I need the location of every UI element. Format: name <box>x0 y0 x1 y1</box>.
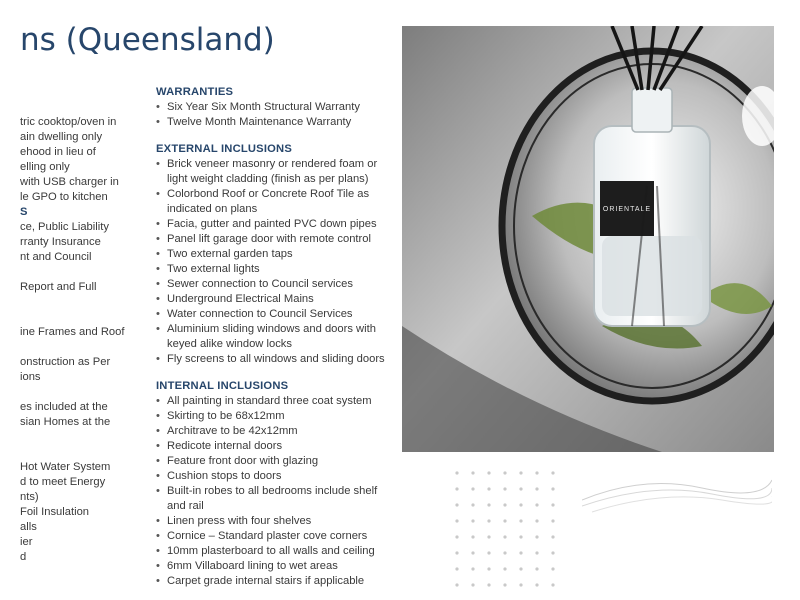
left-column-line: ier <box>20 536 33 548</box>
decorative-dot <box>455 567 458 570</box>
page-title: ns (Queensland) <box>20 22 275 58</box>
left-column-line: onstruction as Per <box>20 356 111 368</box>
decorative-dot <box>455 487 458 490</box>
decorative-dot <box>551 487 554 490</box>
diffuser-photo <box>402 26 774 452</box>
decorative-dot <box>471 503 474 506</box>
decorative-dot <box>503 519 506 522</box>
decorative-dot <box>455 535 458 538</box>
left-column-line: le GPO to kitchen <box>20 191 108 203</box>
left-column-line <box>20 295 150 310</box>
list-item: • Cornice – Standard plaster cove corners <box>156 529 392 544</box>
list-item: • Six Year Six Month Structural Warranty <box>156 100 392 115</box>
section-heading: WARRANTIES <box>156 86 234 98</box>
list-item: • Aluminium sliding windows and doors with keyed alike window locks <box>156 322 392 352</box>
left-column-line: S <box>20 206 28 218</box>
left-column-line: d to meet Energy <box>20 476 106 488</box>
decorative-dot <box>551 519 554 522</box>
list-item: • Brick veneer masonry or rendered foam or light weight cladding (finish as per plans) <box>156 157 392 187</box>
left-column-line: Hot Water System <box>20 461 111 473</box>
list-item: • Architrave to be 42x12mm <box>156 424 392 439</box>
decorative-dot <box>471 567 474 570</box>
decorative-dot <box>519 503 522 506</box>
left-column-line: ce, Public Liability <box>20 221 109 233</box>
list-item: • Water connection to Council Services <box>156 307 392 322</box>
left-column-line <box>20 340 150 355</box>
left-column-line: tric cooktop/oven in <box>20 116 117 128</box>
left-column-line <box>20 385 150 400</box>
left-column-line: sian Homes at the <box>20 416 111 428</box>
decorative-dot <box>519 551 522 554</box>
decorative-dot <box>535 567 538 570</box>
left-column-line: Foil Insulation <box>20 506 90 518</box>
section-heading: INTERNAL INCLUSIONS <box>156 380 289 392</box>
left-column-line: elling only <box>20 161 70 173</box>
decorative-dot <box>519 519 522 522</box>
bullet-list <box>156 394 392 589</box>
decorative-dot <box>471 583 474 586</box>
decorative-wave-lines <box>582 470 772 525</box>
decorative-dot <box>535 583 538 586</box>
list-item: • Panel lift garage door with remote control <box>156 232 392 247</box>
decorative-dot <box>551 535 554 538</box>
decorative-dot <box>551 551 554 554</box>
list-item: • Sewer connection to Council services <box>156 277 392 292</box>
decorative-dot <box>519 583 522 586</box>
section-heading: EXTERNAL INCLUSIONS <box>156 143 292 155</box>
list-item: • Linen press with four shelves <box>156 514 392 529</box>
decorative-dot <box>471 471 474 474</box>
decorative-dot <box>519 567 522 570</box>
decorative-dot <box>487 583 490 586</box>
left-column-line <box>20 265 150 280</box>
decorative-dot <box>535 471 538 474</box>
decorative-dot <box>503 567 506 570</box>
decorative-dot <box>487 503 490 506</box>
left-column-line: d <box>20 551 27 563</box>
list-item: • Redicote internal doors <box>156 439 392 454</box>
list-item: • Colorbond Roof or Concrete Roof Tile as indicated on plans <box>156 187 392 217</box>
list-item: • Skirting to be 68x12mm <box>156 409 392 424</box>
list-item: • All painting in standard three coat system <box>156 394 392 409</box>
decorative-dot <box>455 551 458 554</box>
bottle-label-text: ORIENTALE <box>602 206 652 213</box>
decorative-dot-grid <box>454 470 564 600</box>
decorative-dot <box>487 471 490 474</box>
decorative-dot <box>551 567 554 570</box>
left-column-line: ine Frames and Roof <box>20 326 125 338</box>
decorative-dot <box>503 535 506 538</box>
list-item: • Two external garden taps <box>156 247 392 262</box>
decorative-dot <box>487 551 490 554</box>
list-item: • 6mm Villaboard lining to wet areas <box>156 559 392 574</box>
decorative-dot <box>551 471 554 474</box>
left-column-line <box>20 430 150 445</box>
decorative-dot <box>535 551 538 554</box>
list-item: • Feature front door with glazing <box>156 454 392 469</box>
list-item: • 10mm plasterboard to all walls and ceiling <box>156 544 392 559</box>
left-column-line <box>20 310 150 325</box>
left-column-line: alls <box>20 521 37 533</box>
decorative-dot <box>487 519 490 522</box>
decorative-dot <box>551 583 554 586</box>
inclusions-column <box>156 84 392 600</box>
left-column-line: with USB charger in <box>20 176 119 188</box>
left-column-line: ain dwelling only <box>20 131 103 143</box>
decorative-dot <box>535 487 538 490</box>
left-column-line: ehood in lieu of <box>20 146 96 158</box>
decorative-dot <box>471 535 474 538</box>
left-column-line <box>20 445 150 460</box>
list-item: • Carpet grade internal stairs if applicable <box>156 574 392 589</box>
bullet-list <box>156 100 392 130</box>
decorative-dot <box>455 503 458 506</box>
bullet-list <box>156 157 392 367</box>
left-column-line: rranty Insurance <box>20 236 101 248</box>
decorative-dot <box>535 503 538 506</box>
decorative-dot <box>471 487 474 490</box>
left-column-text <box>20 115 150 565</box>
decorative-dot <box>535 535 538 538</box>
list-item: • Fly screens to all windows and sliding doors <box>156 352 392 367</box>
list-item: • Cushion stops to doors <box>156 469 392 484</box>
left-column-line: nts) <box>20 491 39 503</box>
left-column-line: nt and Council <box>20 251 92 263</box>
decorative-dot <box>519 487 522 490</box>
list-item: • Underground Electrical Mains <box>156 292 392 307</box>
list-item: • Twelve Month Maintenance Warranty <box>156 115 392 130</box>
decorative-dot <box>487 487 490 490</box>
decorative-dot <box>471 551 474 554</box>
decorative-dot <box>503 487 506 490</box>
decorative-dot <box>503 551 506 554</box>
decorative-dot <box>487 567 490 570</box>
decorative-dot <box>503 471 506 474</box>
decorative-dot <box>487 535 490 538</box>
left-column-line: Report and Full <box>20 281 97 293</box>
decorative-dot <box>519 535 522 538</box>
decorative-dot <box>455 583 458 586</box>
left-column-line: es included at the <box>20 401 108 413</box>
decorative-dot <box>503 503 506 506</box>
left-column-line: ions <box>20 371 41 383</box>
decorative-dot <box>551 503 554 506</box>
decorative-dot <box>535 519 538 522</box>
list-item: • Facia, gutter and painted PVC down pipes <box>156 217 392 232</box>
decorative-dot <box>455 471 458 474</box>
decorative-dot <box>455 519 458 522</box>
list-item: • Built-in robes to all bedrooms include shelf and rail <box>156 484 392 514</box>
decorative-dot <box>471 519 474 522</box>
decorative-dot <box>519 471 522 474</box>
list-item: • Two external lights <box>156 262 392 277</box>
decorative-dot <box>503 583 506 586</box>
